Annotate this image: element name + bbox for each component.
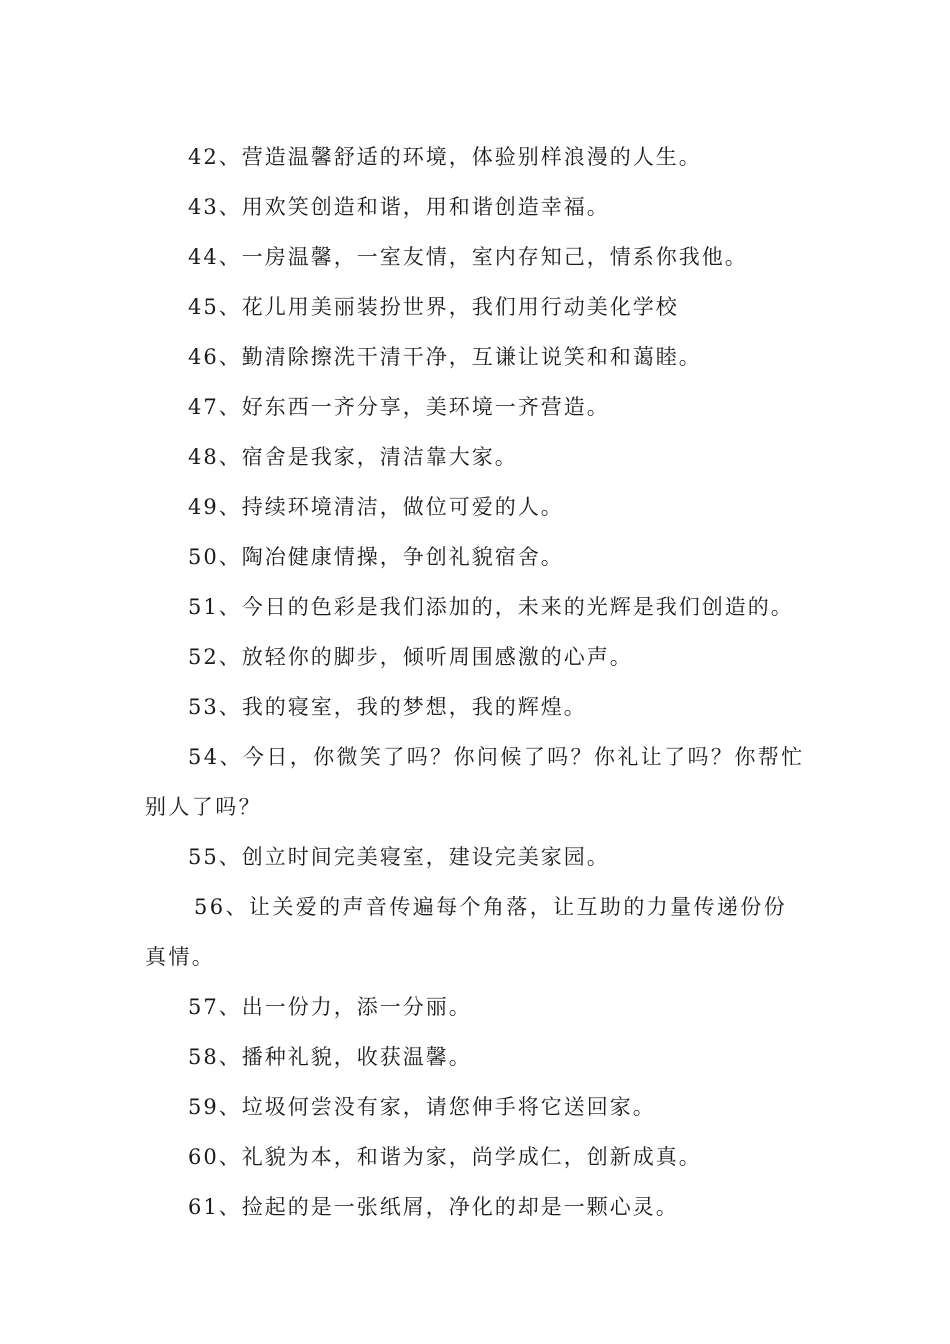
list-item: 60、礼貌为本，和谐为家，尚学成仁，创新成真。	[188, 1145, 702, 1169]
list-item: 50、陶冶健康情操，争创礼貌宿舍。	[188, 545, 564, 569]
list-item: 59、垃圾何尝没有家，请您伸手将它送回家。	[188, 1095, 656, 1119]
list-item: 47、好东西一齐分享，美环境一齐营造。	[188, 395, 610, 419]
list-item: 55、创立时间完美寝室，建设完美家园。	[188, 845, 610, 869]
list-item: 52、放轻你的脚步，倾听周围感激的心声。	[188, 645, 633, 669]
slogan-list	[145, 132, 810, 1232]
list-item: 42、营造温馨舒适的环境，体验别样浪漫的人生。	[188, 145, 702, 169]
list-item: 54、今日，你微笑了吗？你问候了吗？你礼让了吗？你帮忙别人了吗？	[145, 745, 805, 819]
list-item: 49、持续环境清洁，做位可爱的人。	[188, 495, 564, 519]
list-item: 44、一房温馨，一室友情，室内存知己，情系你我他。	[188, 245, 748, 269]
list-item: 61、捡起的是一张纸屑，净化的却是一颗心灵。	[188, 1195, 679, 1219]
list-item: 56、让关爱的声音传遍每个角落，让互助的力量传递份份真情。	[145, 895, 788, 969]
list-item: 48、宿舍是我家，清洁靠大家。	[188, 445, 518, 469]
list-item: 57、出一份力，添一分丽。	[188, 995, 472, 1019]
list-item: 43、用欢笑创造和谐，用和谐创造幸福。	[188, 195, 610, 219]
list-item: 45、花儿用美丽装扮世界，我们用行动美化学校	[188, 295, 679, 319]
list-item: 46、勤清除擦洗干清干净，互谦让说笑和和蔼睦。	[188, 345, 702, 369]
list-item: 51、今日的色彩是我们添加的，未来的光辉是我们创造的。	[188, 595, 794, 619]
list-item: 58、播种礼貌，收获温馨。	[188, 1045, 472, 1069]
list-item: 53、我的寝室，我的梦想，我的辉煌。	[188, 695, 587, 719]
